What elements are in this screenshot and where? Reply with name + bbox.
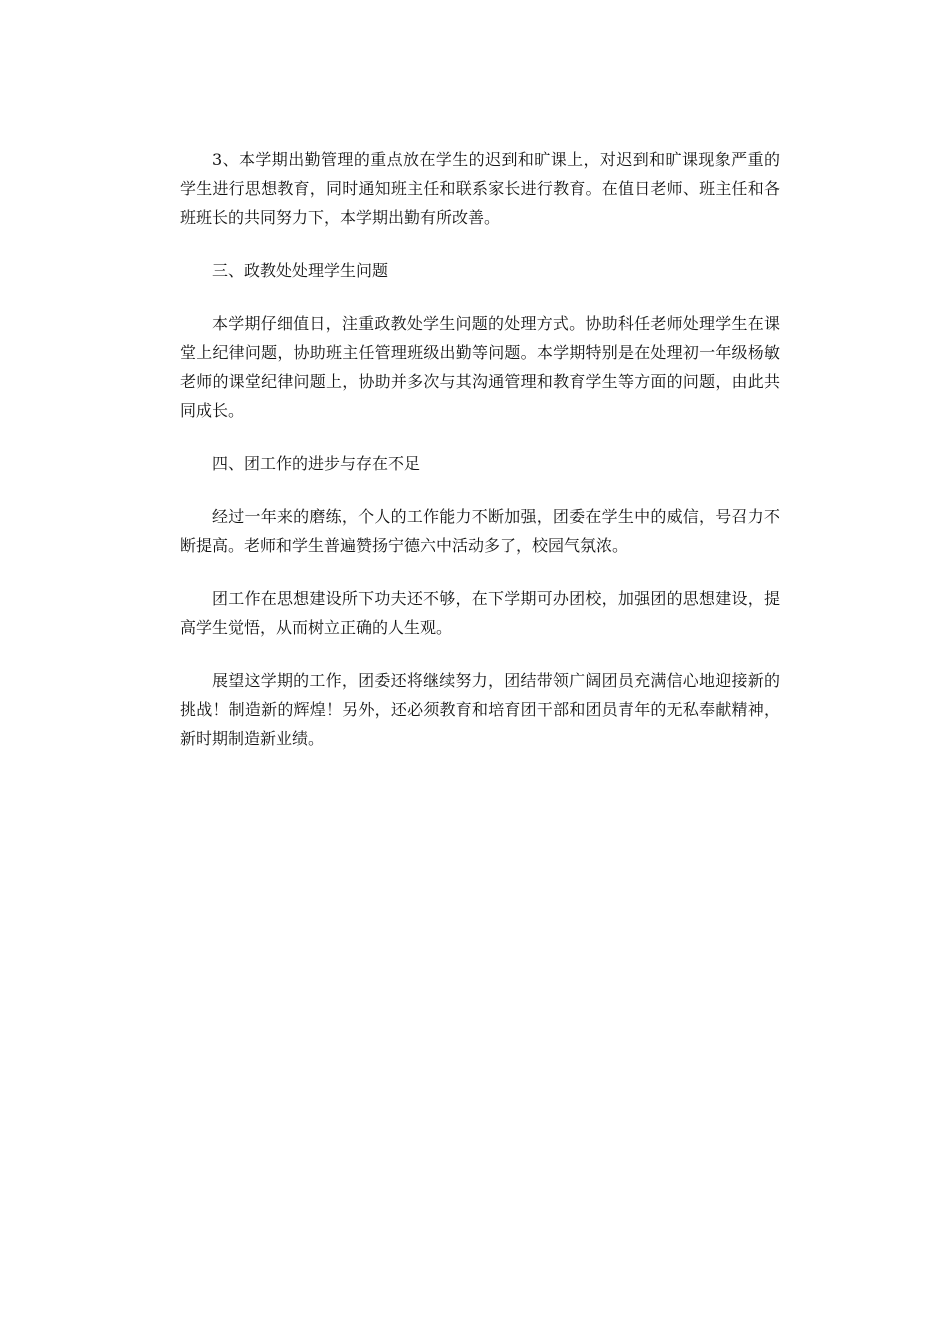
section-heading-student-issues: 三、政教处处理学生问题: [212, 261, 389, 280]
paragraph-league-progress: 经过一年来的磨练，个人的工作能力不断加强，团委在学生中的威信，号召力不断提高。老师和学生普遍赞扬宁德六中活动多了，校园气氛浓。: [180, 507, 780, 555]
paragraph-student-issues: 本学期仔细值日，注重政教处学生问题的处理方式。协助科任老师处理学生在课堂上纪律问题，协助班主任管理班级出勤等问题。本学期特别是在处理初一年级杨敏老师的课堂纪律问题上，协助并多次与其沟通管理和教育学生等方面的问题，由此共同成长。: [180, 314, 780, 420]
paragraph-league-shortcomings: 团工作在思想建设所下功夫还不够，在下学期可办团校，加强团的思想建设，提高学生觉悟，从而树立正确的人生观。: [180, 589, 780, 637]
paragraph-attendance: 3、本学期出勤管理的重点放在学生的迟到和旷课上，对迟到和旷课现象严重的学生进行思想教育，同时通知班主任和联系家长进行教育。在值日老师、班主任和各班班长的共同努力下，本学期出勤有所改善。: [180, 150, 780, 227]
document-body: [180, 145, 780, 777]
paragraph-outlook: 展望这学期的工作，团委还将继续努力，团结带领广阔团员充满信心地迎接新的挑战！制造新的辉煌！另外，还必须教育和培育团干部和团员青年的无私奉献精神，新时期制造新业绩。: [180, 671, 780, 748]
section-heading-league-work: 四、团工作的进步与存在不足: [212, 454, 421, 473]
